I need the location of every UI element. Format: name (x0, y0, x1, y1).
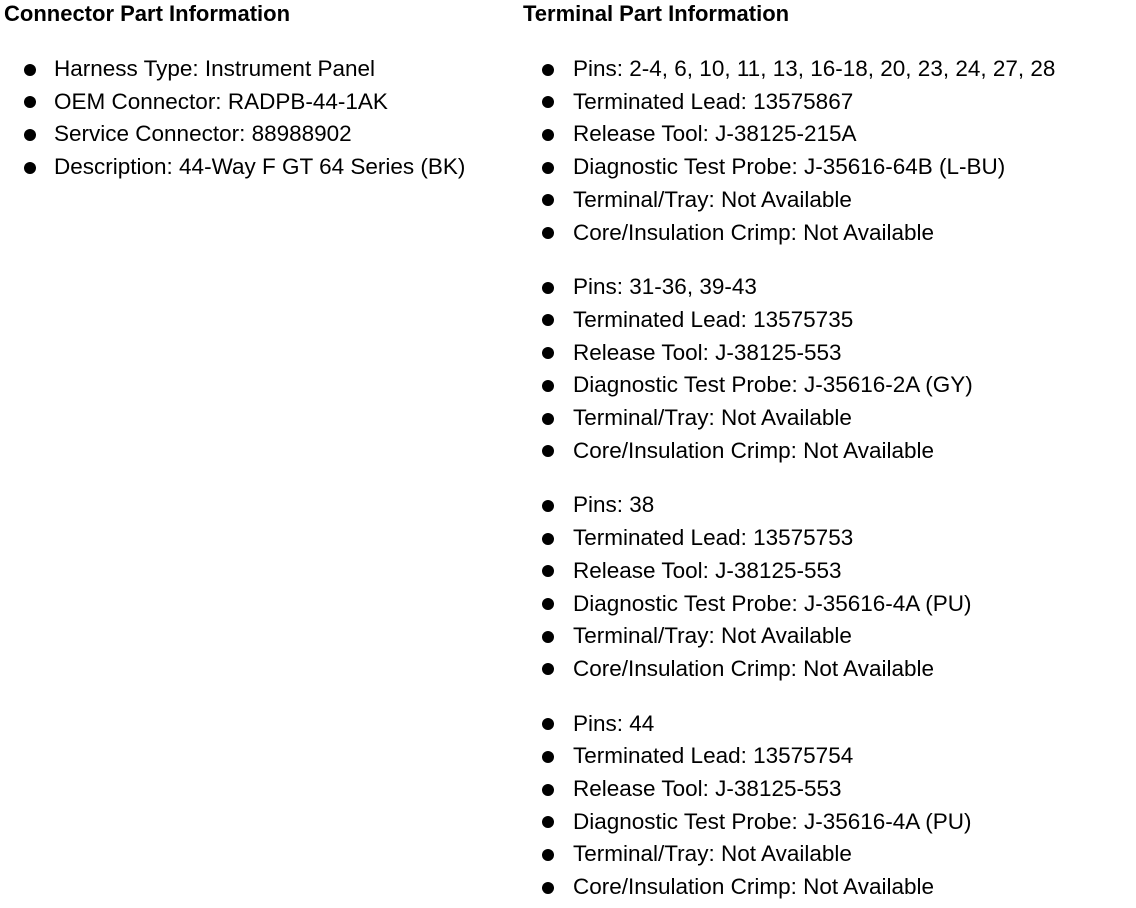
bullet-icon (542, 227, 554, 239)
bullet-icon (542, 663, 554, 675)
release-tool-text: Release Tool: J-38125-215A (573, 121, 857, 147)
core-insulation-crimp-text: Core/Insulation Crimp: Not Available (573, 219, 935, 245)
service-connector-text: Service Connector: 88988902 (54, 121, 352, 147)
bullet-icon (542, 282, 554, 294)
core-insulation-crimp-text: Core/Insulation Crimp: Not Available (573, 874, 935, 900)
list-item (523, 217, 1133, 250)
bullet-icon (542, 194, 554, 206)
oem-connector-text: OEM Connector: RADPB-44-1AK (54, 88, 388, 114)
terminal-tray-text: Terminal/Tray: Not Available (573, 841, 852, 867)
release-tool-text: Release Tool: J-38125-553 (573, 339, 842, 365)
terminated-lead-text: Terminated Lead: 13575735 (573, 306, 854, 332)
list-item (523, 151, 1133, 184)
list-item (523, 588, 1133, 621)
bullet-icon (542, 314, 554, 326)
terminal-tray-text: Terminal/Tray: Not Available (573, 405, 852, 431)
connector-part-information-heading: Connector Part Information (4, 1, 291, 26)
bullet-icon (542, 816, 554, 828)
list-item (523, 402, 1133, 435)
list-item (4, 86, 514, 119)
list-item (523, 806, 1133, 839)
bullet-icon (24, 96, 36, 108)
bullet-icon (542, 565, 554, 577)
bullet-icon (542, 533, 554, 545)
harness-type-text: Harness Type: Instrument Panel (54, 56, 375, 81)
diagnostic-test-probe-text: Diagnostic Test Probe: J-35616-64B (L-BU) (573, 154, 1006, 180)
bullet-icon (24, 162, 36, 174)
bullet-icon (542, 380, 554, 392)
list-item (523, 271, 1133, 304)
bullet-icon (542, 445, 554, 457)
bullet-icon (542, 882, 554, 894)
diagnostic-test-probe-text: Diagnostic Test Probe: J-35616-4A (PU) (573, 590, 972, 616)
list-item (4, 151, 514, 184)
bullet-icon (542, 347, 554, 359)
terminal-group-3 (523, 489, 1133, 685)
terminated-lead-text: Terminated Lead: 13575754 (573, 743, 854, 769)
bullet-icon (542, 129, 554, 141)
bullet-icon (542, 784, 554, 796)
pins-text: Pins: 38 (573, 492, 655, 518)
terminal-group-2 (523, 271, 1133, 467)
terminal-part-information-heading: Terminal Part Information (523, 1, 790, 26)
list-item (523, 489, 1133, 522)
list-item (4, 53, 514, 86)
terminal-group-1 (523, 53, 1133, 249)
terminated-lead-text: Terminated Lead: 13575753 (573, 525, 854, 551)
bullet-icon (542, 751, 554, 763)
core-insulation-crimp-text: Core/Insulation Crimp: Not Available (573, 655, 935, 681)
release-tool-text: Release Tool: J-38125-553 (573, 557, 842, 583)
list-item (523, 555, 1133, 588)
description-text: Description: 44-Way F GT 64 Series (BK) (54, 154, 466, 180)
bullet-icon (542, 718, 554, 730)
list-item (523, 184, 1133, 217)
list-item (523, 773, 1133, 806)
connector-info-list (4, 53, 514, 184)
bullet-icon (542, 413, 554, 425)
list-item (523, 53, 1133, 86)
terminal-group-4 (523, 708, 1133, 904)
list-item (523, 86, 1133, 119)
list-item (523, 369, 1133, 402)
list-item (523, 620, 1133, 653)
release-tool-text: Release Tool: J-38125-553 (573, 776, 842, 802)
bullet-icon (542, 849, 554, 861)
list-item (523, 522, 1133, 555)
core-insulation-crimp-text: Core/Insulation Crimp: Not Available (573, 437, 935, 463)
list-item (523, 838, 1133, 871)
list-item (523, 118, 1133, 151)
diagnostic-test-probe-text: Diagnostic Test Probe: J-35616-4A (PU) (573, 808, 972, 834)
list-item (523, 653, 1133, 686)
terminal-tray-text: Terminal/Tray: Not Available (573, 186, 852, 212)
pins-text: Pins: 44 (573, 710, 655, 736)
pins-text: Pins: 2-4, 6, 10, 11, 13, 16-18, 20, 23, 24, 27, 28 (573, 56, 1056, 81)
terminal-tray-text: Terminal/Tray: Not Available (573, 623, 852, 649)
list-item (523, 304, 1133, 337)
bullet-icon (542, 598, 554, 610)
list-item (523, 337, 1133, 370)
bullet-icon (24, 129, 36, 141)
bullet-icon (542, 64, 554, 76)
bullet-icon (542, 96, 554, 108)
list-item (523, 740, 1133, 773)
bullet-icon (542, 631, 554, 643)
terminated-lead-text: Terminated Lead: 13575867 (573, 88, 854, 114)
list-item (523, 435, 1133, 468)
connector-part-information-section (4, 0, 514, 184)
bullet-icon (542, 162, 554, 174)
list-item (523, 708, 1133, 741)
list-item (523, 871, 1133, 904)
bullet-icon (542, 500, 554, 512)
list-item (4, 118, 514, 151)
terminal-part-information-section (523, 0, 1133, 904)
diagnostic-test-probe-text: Diagnostic Test Probe: J-35616-2A (GY) (573, 372, 973, 398)
bullet-icon (24, 64, 36, 76)
pins-text: Pins: 31-36, 39-43 (573, 274, 757, 300)
